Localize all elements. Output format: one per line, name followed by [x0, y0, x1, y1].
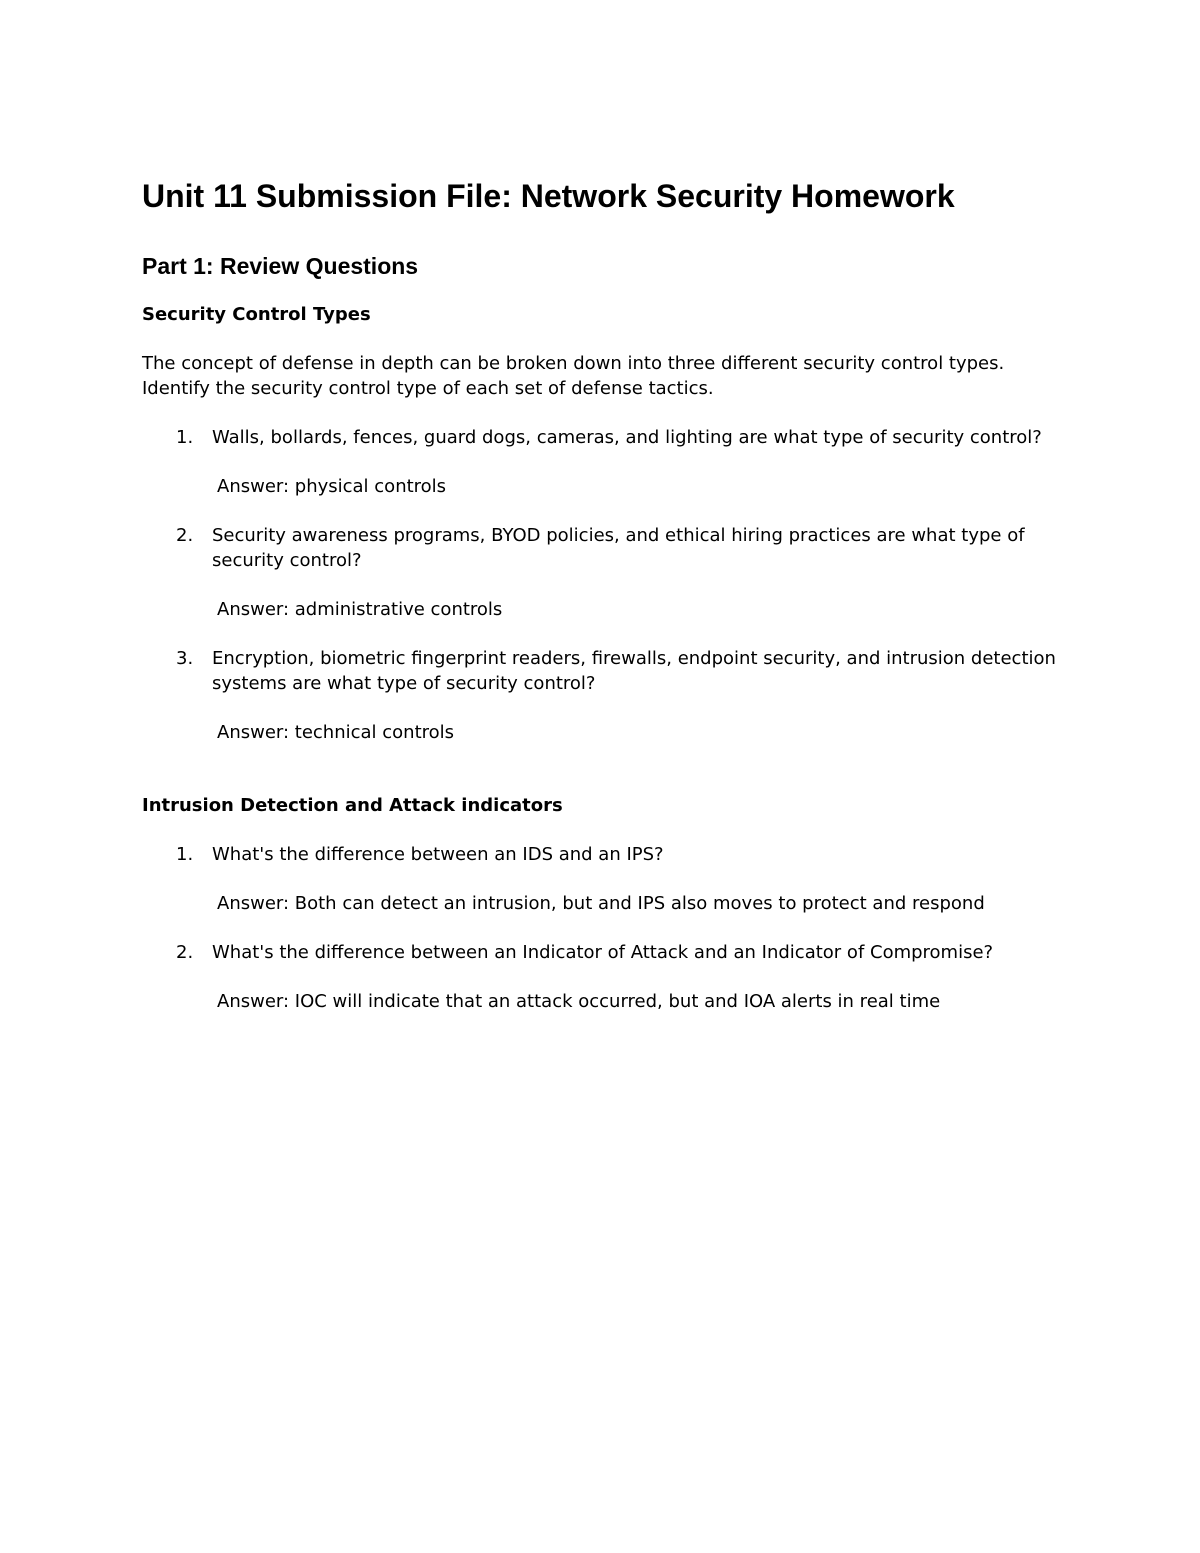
- question-item: [142, 646, 1062, 745]
- answer-text: Answer: administrative controls: [217, 599, 503, 620]
- section-heading-security-control-types: Security Control Types: [142, 304, 371, 325]
- document-body: [142, 176, 1062, 1038]
- question-item: [142, 842, 1062, 916]
- question-item: [142, 940, 1062, 1014]
- question-list-security-control-types: [142, 425, 1062, 745]
- question-text: Encryption, biometric fingerprint readers, firewalls, endpoint security, and intrusion detection systems are what type of security control?: [212, 648, 1056, 694]
- question-number: 2.: [176, 942, 194, 963]
- question-text: What's the difference between an Indicator of Attack and an Indicator of Compromise?: [212, 942, 994, 963]
- section-heading-intrusion-detection: Intrusion Detection and Attack indicators: [142, 795, 563, 816]
- question-list-intrusion-detection: [142, 842, 1062, 1014]
- answer-text: Answer: technical controls: [217, 722, 455, 743]
- question-number: 3.: [176, 648, 194, 669]
- question-number: 2.: [176, 525, 194, 546]
- answer-text: Answer: IOC will indicate that an attack occurred, but and IOA alerts in real time: [217, 991, 941, 1012]
- answer-text: Answer: Both can detect an intrusion, but and IPS also moves to protect and respond: [217, 893, 985, 914]
- question-text: What's the difference between an IDS and an IPS?: [212, 844, 664, 865]
- part-heading: Part 1: Review Questions: [142, 253, 419, 279]
- question-number: 1.: [176, 844, 194, 865]
- answer-text: Answer: physical controls: [217, 476, 447, 497]
- document-title: Unit 11 Submission File: Network Security Homework: [142, 178, 955, 214]
- question-item: [142, 425, 1062, 499]
- question-text: Walls, bollards, fences, guard dogs, cameras, and lighting are what type of security control?: [212, 427, 1042, 448]
- question-item: [142, 523, 1062, 622]
- question-number: 1.: [176, 427, 194, 448]
- section-intro: The concept of defense in depth can be broken down into three different security control types. Identify the security control type of each set of defense tactics.: [142, 353, 1005, 399]
- question-text: Security awareness programs, BYOD policies, and ethical hiring practices are what type of security control?: [212, 525, 1025, 571]
